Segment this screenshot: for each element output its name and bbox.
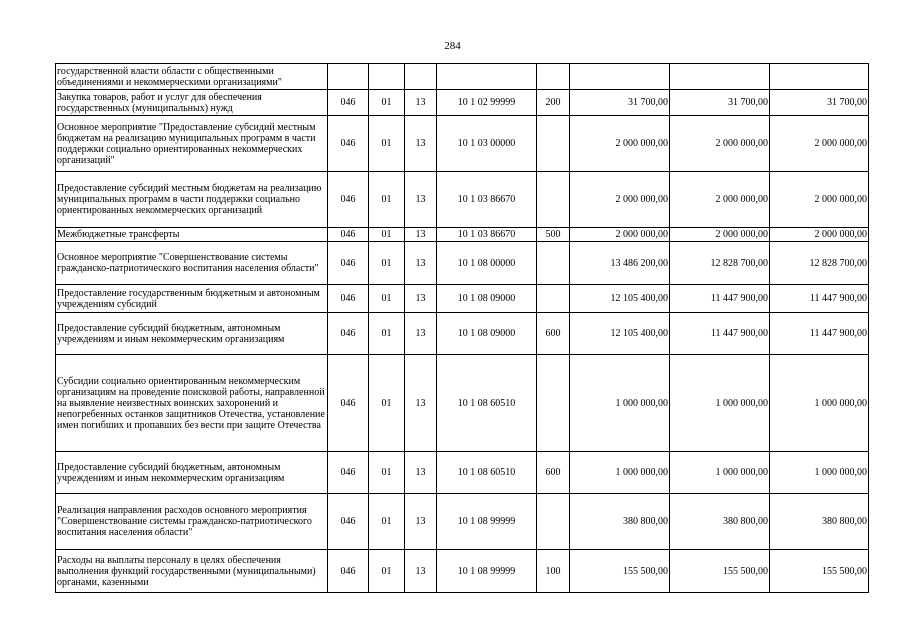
row-vr <box>537 64 570 90</box>
row-sum3: 380 800,00 <box>770 494 869 550</box>
row-razdel: 01 <box>369 116 405 172</box>
row-name: Реализация направления расходов основного мероприятия "Совершенствование системы гражданско-патриотического воспитания населения области" <box>56 494 328 550</box>
row-podrazdel: 13 <box>405 313 437 355</box>
row-csr: 10 1 03 86670 <box>437 172 537 228</box>
row-sum3: 12 828 700,00 <box>770 242 869 285</box>
row-ved: 046 <box>328 172 369 228</box>
row-razdel: 01 <box>369 242 405 285</box>
row-podrazdel: 13 <box>405 285 437 313</box>
row-ved: 046 <box>328 355 369 452</box>
row-sum3: 31 700,00 <box>770 90 869 116</box>
table-row <box>56 494 869 550</box>
row-vr <box>537 494 570 550</box>
row-vr <box>537 285 570 313</box>
table-row <box>56 228 869 242</box>
table-row <box>56 172 869 228</box>
row-sum1: 155 500,00 <box>570 550 670 593</box>
row-razdel: 01 <box>369 494 405 550</box>
row-name: Межбюджетные трансферты <box>56 228 328 242</box>
row-sum3: 2 000 000,00 <box>770 116 869 172</box>
row-ved: 046 <box>328 116 369 172</box>
row-vr: 600 <box>537 452 570 494</box>
table-row <box>56 285 869 313</box>
row-name: Предоставление субсидий бюджетным, автономным учреждениям и иным некоммерческим организациям <box>56 313 328 355</box>
row-vr <box>537 355 570 452</box>
row-csr: 10 1 03 86670 <box>437 228 537 242</box>
row-podrazdel: 13 <box>405 242 437 285</box>
row-sum2: 12 828 700,00 <box>670 242 770 285</box>
table-row <box>56 242 869 285</box>
row-sum1: 13 486 200,00 <box>570 242 670 285</box>
row-name: Субсидии социально ориентированным некоммерческим организациям на проведение поисковой работы, направленной на выявление неизвестных воинских захоронений и непогребенных останков защитников Отечества, установление имен погибших и пропавших без вести при защите Отечества <box>56 355 328 452</box>
row-vr <box>537 172 570 228</box>
row-vr <box>537 242 570 285</box>
row-ved: 046 <box>328 90 369 116</box>
table-row <box>56 550 869 593</box>
row-podrazdel: 13 <box>405 172 437 228</box>
row-sum1: 1 000 000,00 <box>570 452 670 494</box>
row-ved: 046 <box>328 285 369 313</box>
row-podrazdel: 13 <box>405 452 437 494</box>
row-csr: 10 1 08 99999 <box>437 494 537 550</box>
row-name: Предоставление субсидий бюджетным, автономным учреждениям и иным некоммерческим организациям <box>56 452 328 494</box>
row-razdel: 01 <box>369 285 405 313</box>
row-name: Предоставление субсидий местным бюджетам на реализацию муниципальных программ в части поддержки социально ориентированных некоммерческих организаций <box>56 172 328 228</box>
row-sum3: 1 000 000,00 <box>770 452 869 494</box>
table-row <box>56 355 869 452</box>
row-sum1: 31 700,00 <box>570 90 670 116</box>
row-csr: 10 1 08 09000 <box>437 285 537 313</box>
row-ved: 046 <box>328 242 369 285</box>
row-ved <box>328 64 369 90</box>
row-name: Основное мероприятие "Предоставление субсидий местным бюджетам на реализацию муниципальных программ в части поддержки социально ориентированных некоммерческих организаций" <box>56 116 328 172</box>
row-podrazdel: 13 <box>405 355 437 452</box>
row-sum3: 155 500,00 <box>770 550 869 593</box>
row-csr: 10 1 02 99999 <box>437 90 537 116</box>
row-sum3: 1 000 000,00 <box>770 355 869 452</box>
row-razdel: 01 <box>369 313 405 355</box>
row-sum1: 2 000 000,00 <box>570 228 670 242</box>
row-sum1: 2 000 000,00 <box>570 116 670 172</box>
row-sum1: 2 000 000,00 <box>570 172 670 228</box>
table-row <box>56 90 869 116</box>
table-row <box>56 452 869 494</box>
row-razdel: 01 <box>369 90 405 116</box>
row-podrazdel <box>405 64 437 90</box>
budget-table <box>55 63 869 593</box>
row-razdel: 01 <box>369 452 405 494</box>
row-csr: 10 1 08 99999 <box>437 550 537 593</box>
row-sum3: 11 447 900,00 <box>770 285 869 313</box>
page-number: 284 <box>444 40 461 52</box>
row-vr: 100 <box>537 550 570 593</box>
row-podrazdel: 13 <box>405 116 437 172</box>
row-csr: 10 1 03 00000 <box>437 116 537 172</box>
row-sum1: 12 105 400,00 <box>570 313 670 355</box>
row-vr: 600 <box>537 313 570 355</box>
row-csr <box>437 64 537 90</box>
row-csr: 10 1 08 60510 <box>437 355 537 452</box>
row-ved: 046 <box>328 550 369 593</box>
row-podrazdel: 13 <box>405 90 437 116</box>
row-podrazdel: 13 <box>405 228 437 242</box>
row-vr <box>537 116 570 172</box>
row-csr: 10 1 08 09000 <box>437 313 537 355</box>
row-sum2: 155 500,00 <box>670 550 770 593</box>
row-ved: 046 <box>328 313 369 355</box>
row-sum3: 11 447 900,00 <box>770 313 869 355</box>
row-sum2: 11 447 900,00 <box>670 285 770 313</box>
row-sum2: 31 700,00 <box>670 90 770 116</box>
row-sum1: 380 800,00 <box>570 494 670 550</box>
table-row <box>56 313 869 355</box>
row-sum1: 1 000 000,00 <box>570 355 670 452</box>
row-sum3 <box>770 64 869 90</box>
row-sum3: 2 000 000,00 <box>770 228 869 242</box>
row-sum1: 12 105 400,00 <box>570 285 670 313</box>
row-razdel: 01 <box>369 550 405 593</box>
row-csr: 10 1 08 00000 <box>437 242 537 285</box>
row-sum2: 380 800,00 <box>670 494 770 550</box>
row-vr: 200 <box>537 90 570 116</box>
row-csr: 10 1 08 60510 <box>437 452 537 494</box>
row-vr: 500 <box>537 228 570 242</box>
row-ved: 046 <box>328 494 369 550</box>
row-name: Закупка товаров, работ и услуг для обеспечения государственных (муниципальных) нужд <box>56 90 328 116</box>
table-body <box>56 64 869 593</box>
row-ved: 046 <box>328 452 369 494</box>
row-name: государственной власти области с общественными объединениями и некоммерческими организациями" <box>56 64 328 90</box>
row-sum2: 2 000 000,00 <box>670 116 770 172</box>
row-sum3: 2 000 000,00 <box>770 172 869 228</box>
row-name: Основное мероприятие "Совершенствование системы гражданско-патриотического воспитания населения области" <box>56 242 328 285</box>
row-podrazdel: 13 <box>405 494 437 550</box>
row-name: Предоставление государственным бюджетным и автономным учреждениям субсидий <box>56 285 328 313</box>
row-razdel <box>369 64 405 90</box>
row-sum2: 11 447 900,00 <box>670 313 770 355</box>
row-razdel: 01 <box>369 228 405 242</box>
table-row <box>56 116 869 172</box>
row-sum2: 2 000 000,00 <box>670 228 770 242</box>
row-sum2: 1 000 000,00 <box>670 355 770 452</box>
row-sum2 <box>670 64 770 90</box>
row-name: Расходы на выплаты персоналу в целях обеспечения выполнения функций государственными (муниципальными) органами, казенными <box>56 550 328 593</box>
row-sum1 <box>570 64 670 90</box>
row-razdel: 01 <box>369 172 405 228</box>
row-ved: 046 <box>328 228 369 242</box>
table-row <box>56 64 869 90</box>
row-podrazdel: 13 <box>405 550 437 593</box>
row-razdel: 01 <box>369 355 405 452</box>
row-sum2: 2 000 000,00 <box>670 172 770 228</box>
row-sum2: 1 000 000,00 <box>670 452 770 494</box>
